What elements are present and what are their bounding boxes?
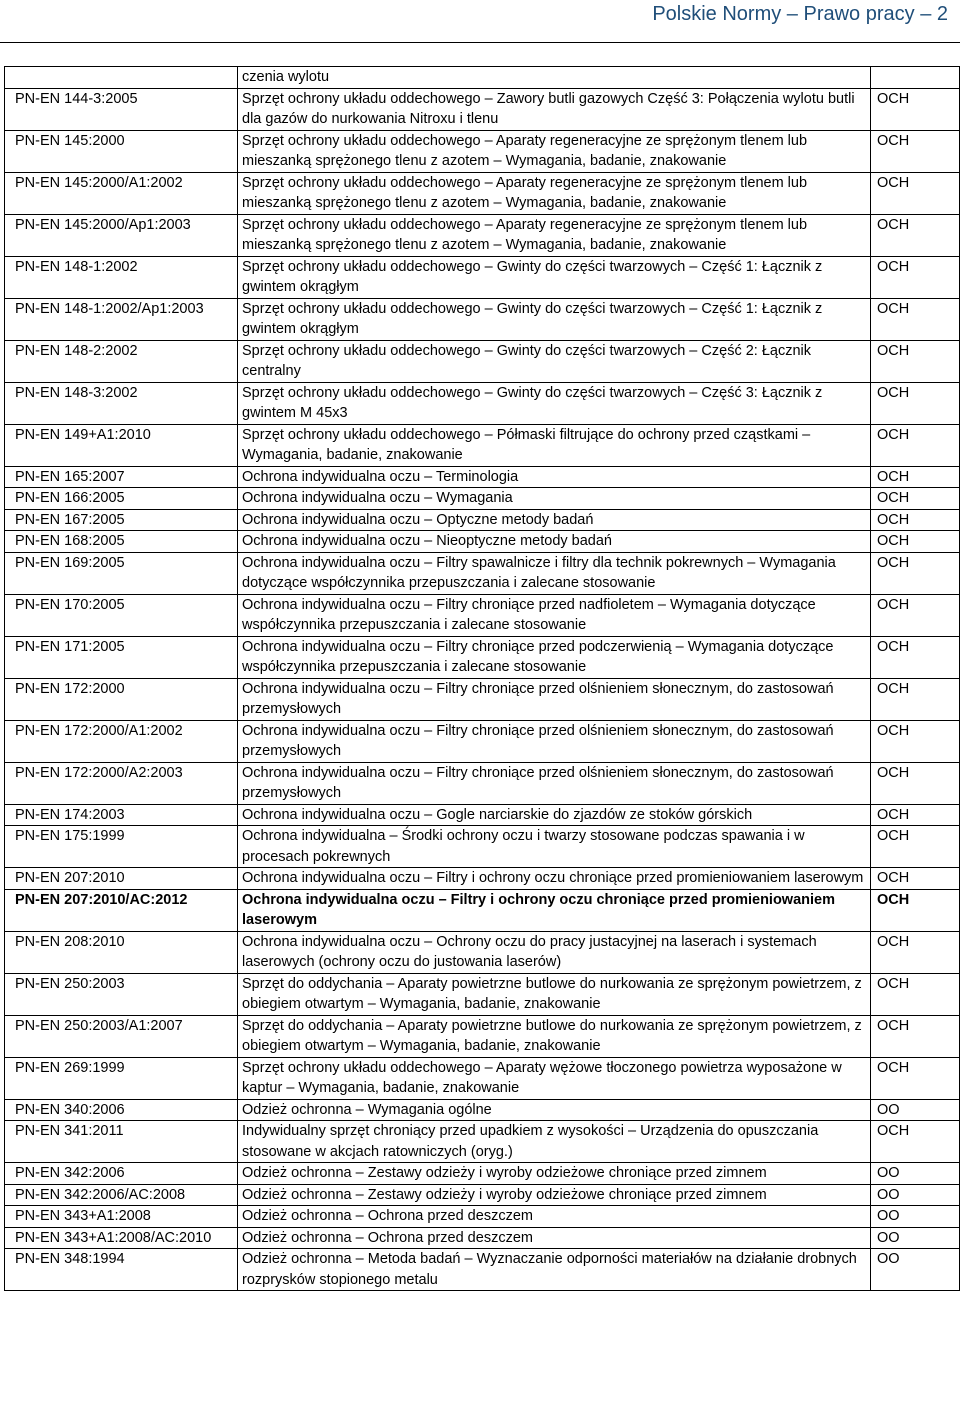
standard-title: czenia wylotu [238,67,871,89]
standard-title: Odzież ochronna – Metoda badań – Wyznaczanie odporności materiałów na działanie drobnych rozprysków stopionego metalu [238,1249,871,1291]
standard-code: PN-EN 348:1994 [5,1249,238,1291]
standard-title: Odzież ochronna – Zestawy odzieży i wyroby odzieżowe chroniące przed zimnem [238,1163,871,1185]
table-row [5,130,960,172]
standard-category: OCH [871,804,960,826]
standard-code: PN-EN 148-1:2002 [5,256,238,298]
standard-category: OO [871,1163,960,1185]
table-row [5,214,960,256]
standard-title: Odzież ochronna – Zestawy odzieży i wyroby odzieżowe chroniące przed zimnem [238,1184,871,1206]
standard-category: OCH [871,678,960,720]
standard-category: OCH [871,1015,960,1057]
standard-title: Ochrona indywidualna oczu – Terminologia [238,466,871,488]
standard-title: Ochrona indywidualna oczu – Filtry chroniące przed olśnieniem słonecznym, do zastosowań przemysłowych [238,762,871,804]
standard-title: Ochrona indywidualna oczu – Filtry chroniące przed nadfioletem – Wymagania dotyczące współczynnika przepuszczania i zalecane stosowanie [238,594,871,636]
standard-code: PN-EN 148-3:2002 [5,382,238,424]
table-row [5,531,960,553]
standard-title: Sprzęt ochrony układu oddechowego – Gwinty do części twarzowych – Część 2: Łącznik centralny [238,340,871,382]
table-row [5,762,960,804]
table-row [5,868,960,890]
standard-category: OCH [871,720,960,762]
standard-title: Indywidualny sprzęt chroniący przed upadkiem z wysokości – Urządzenia do opuszczania stosowane w akcjach ratowniczych (oryg.) [238,1121,871,1163]
table-row [5,720,960,762]
table-row [5,973,960,1015]
standard-category: OO [871,1184,960,1206]
standard-category: OCH [871,1057,960,1099]
standard-title: Sprzęt ochrony układu oddechowego – Aparaty wężowe tłoczonego powietrza wyposażone w kaptur – Wymagania, badanie, znakowanie [238,1057,871,1099]
standard-category: OCH [871,531,960,553]
standard-category: OCH [871,424,960,466]
standard-code: PN-EN 166:2005 [5,488,238,510]
table-row [5,1227,960,1249]
standard-title: Ochrona indywidualna oczu – Gogle narciarskie do zjazdów ze stoków górskich [238,804,871,826]
standard-code: PN-EN 341:2011 [5,1121,238,1163]
table-row [5,298,960,340]
standard-code: PN-EN 340:2006 [5,1099,238,1121]
page-header-title: Polskie Normy – Prawo pracy – 2 [652,3,948,25]
standard-code: PN-EN 148-1:2002/Ap1:2003 [5,298,238,340]
standard-title: Sprzęt ochrony układu oddechowego – Aparaty regeneracyjne ze sprężonym tlenem lub mieszanką sprężonego tlenu z azotem – Wymagania, badanie, znakowanie [238,214,871,256]
table-row [5,509,960,531]
standard-title: Ochrona indywidualna oczu – Nieoptyczne metody badań [238,531,871,553]
standard-category [871,67,960,89]
standard-code: PN-EN 144-3:2005 [5,88,238,130]
standard-title: Ochrona indywidualna oczu – Ochrony oczu do pracy justacyjnej na laserach i systemach laserowych (ochrony oczu do justowania laserów) [238,931,871,973]
standard-category: OCH [871,826,960,868]
standard-code: PN-EN 207:2010 [5,868,238,890]
standard-category: OCH [871,636,960,678]
standard-category: OCH [871,973,960,1015]
standard-title: Sprzęt ochrony układu oddechowego – Aparaty regeneracyjne ze sprężonym tlenem lub mieszanką sprężonego tlenu z azotem – Wymagania, badanie, znakowanie [238,130,871,172]
standard-category: OCH [871,130,960,172]
standard-title: Sprzęt ochrony układu oddechowego – Aparaty regeneracyjne ze sprężonym tlenem lub mieszanką sprężonego tlenu z azotem – Wymagania, badanie, znakowanie [238,172,871,214]
standard-title: Ochrona indywidualna oczu – Filtry i ochrony oczu chroniące przed promieniowaniem laserowym [238,868,871,890]
standard-category: OO [871,1249,960,1291]
standard-category: OCH [871,889,960,931]
table-row [5,172,960,214]
standard-code: PN-EN 207:2010/AC:2012 [5,889,238,931]
standard-code: PN-EN 169:2005 [5,552,238,594]
table-row [5,1184,960,1206]
standard-category: OCH [871,509,960,531]
standard-code: PN-EN 172:2000 [5,678,238,720]
standard-category: OCH [871,340,960,382]
table-row [5,340,960,382]
table-row [5,1206,960,1228]
standard-category: OCH [871,214,960,256]
standard-code: PN-EN 343+A1:2008 [5,1206,238,1228]
standard-title: Ochrona indywidualna oczu – Filtry i ochrony oczu chroniące przed promieniowaniem laserowym [238,889,871,931]
page-header [0,0,960,44]
standard-category: OCH [871,88,960,130]
standard-category: OCH [871,1121,960,1163]
standard-category: OO [871,1227,960,1249]
standard-category: OCH [871,382,960,424]
table-row [5,552,960,594]
standard-code: PN-EN 342:2006/AC:2008 [5,1184,238,1206]
standard-code: PN-EN 343+A1:2008/AC:2010 [5,1227,238,1249]
table-row [5,889,960,931]
table-row [5,1015,960,1057]
standard-code: PN-EN 170:2005 [5,594,238,636]
table-row [5,1099,960,1121]
standard-title: Sprzęt ochrony układu oddechowego – Gwinty do części twarzowych – Część 1: Łącznik z gwintem okrągłym [238,298,871,340]
table-row [5,931,960,973]
standard-title: Ochrona indywidualna oczu – Optyczne metody badań [238,509,871,531]
standard-title: Odzież ochronna – Ochrona przed deszczem [238,1206,871,1228]
standard-category: OO [871,1099,960,1121]
standard-code: PN-EN 269:1999 [5,1057,238,1099]
standard-code: PN-EN 148-2:2002 [5,340,238,382]
standard-code: PN-EN 168:2005 [5,531,238,553]
standard-code: PN-EN 171:2005 [5,636,238,678]
standard-title: Sprzęt ochrony układu oddechowego – Zawory butli gazowych Część 3: Połączenia wylotu butli dla gazów do nurkowania Nitroxu i tlenu [238,88,871,130]
standard-code: PN-EN 172:2000/A2:2003 [5,762,238,804]
standard-code: PN-EN 175:1999 [5,826,238,868]
standard-code: PN-EN 149+A1:2010 [5,424,238,466]
standard-title: Ochrona indywidualna oczu – Filtry spawalnicze i filtry dla technik pokrewnych – Wymagania dotyczące współczynnika przepuszczania i zalecane stosowanie [238,552,871,594]
standard-category: OCH [871,298,960,340]
standard-title: Sprzęt ochrony układu oddechowego – Półmaski filtrujące do ochrony przed cząstkami – Wymagania, badanie, znakowanie [238,424,871,466]
standard-code: PN-EN 167:2005 [5,509,238,531]
standard-code: PN-EN 208:2010 [5,931,238,973]
standard-title: Sprzęt ochrony układu oddechowego – Gwinty do części twarzowych – Część 1: Łącznik z gwintem okrągłym [238,256,871,298]
table-row [5,1163,960,1185]
standard-category: OCH [871,552,960,594]
standard-title: Odzież ochronna – Ochrona przed deszczem [238,1227,871,1249]
standard-title: Ochrona indywidualna oczu – Wymagania [238,488,871,510]
standard-title: Sprzęt do oddychania – Aparaty powietrzne butlowe do nurkowania ze sprężonym powietrzem, z obiegiem otwartym – Wymagania, badanie, znakowanie [238,973,871,1015]
table-row [5,1249,960,1291]
table-row [5,488,960,510]
table-row [5,594,960,636]
standard-code: PN-EN 342:2006 [5,1163,238,1185]
table-row [5,67,960,89]
standard-category: OCH [871,931,960,973]
standards-table [4,66,960,1291]
standard-code: PN-EN 165:2007 [5,466,238,488]
standard-code: PN-EN 172:2000/A1:2002 [5,720,238,762]
standard-code: PN-EN 250:2003/A1:2007 [5,1015,238,1057]
standard-category: OCH [871,488,960,510]
header-divider [0,42,960,43]
standard-code: PN-EN 145:2000/Ap1:2003 [5,214,238,256]
table-row [5,826,960,868]
table-row [5,1121,960,1163]
table-row [5,636,960,678]
table-row [5,382,960,424]
table-row [5,256,960,298]
standard-title: Sprzęt ochrony układu oddechowego – Gwinty do części twarzowych – Część 3: Łącznik z gwintem M 45x3 [238,382,871,424]
standard-code: PN-EN 145:2000/A1:2002 [5,172,238,214]
table-row [5,678,960,720]
standard-title: Sprzęt do oddychania – Aparaty powietrzne butlowe do nurkowania ze sprężonym powietrzem, z obiegiem otwartym – Wymagania, badanie, znakowanie [238,1015,871,1057]
standard-title: Ochrona indywidualna oczu – Filtry chroniące przed olśnieniem słonecznym, do zastosowań przemysłowych [238,678,871,720]
standard-category: OCH [871,868,960,890]
standard-title: Ochrona indywidualna oczu – Filtry chroniące przed olśnieniem słonecznym, do zastosowań przemysłowych [238,720,871,762]
standard-category: OCH [871,594,960,636]
standard-category: OCH [871,466,960,488]
standard-category: OO [871,1206,960,1228]
table-row [5,1057,960,1099]
table-row [5,804,960,826]
standard-code [5,67,238,89]
standard-title: Odzież ochronna – Wymagania ogólne [238,1099,871,1121]
standard-category: OCH [871,256,960,298]
standard-code: PN-EN 145:2000 [5,130,238,172]
standard-category: OCH [871,762,960,804]
standard-code: PN-EN 174:2003 [5,804,238,826]
standard-title: Ochrona indywidualna oczu – Filtry chroniące przed podczerwienią – Wymagania dotyczące współczynnika przepuszczania i zalecane stosowanie [238,636,871,678]
table-row [5,88,960,130]
standard-title: Ochrona indywidualna – Środki ochrony oczu i twarzy stosowane podczas spawania i w procesach pokrewnych [238,826,871,868]
standards-table-body [5,67,960,1291]
table-row [5,424,960,466]
standard-category: OCH [871,172,960,214]
standard-code: PN-EN 250:2003 [5,973,238,1015]
table-row [5,466,960,488]
